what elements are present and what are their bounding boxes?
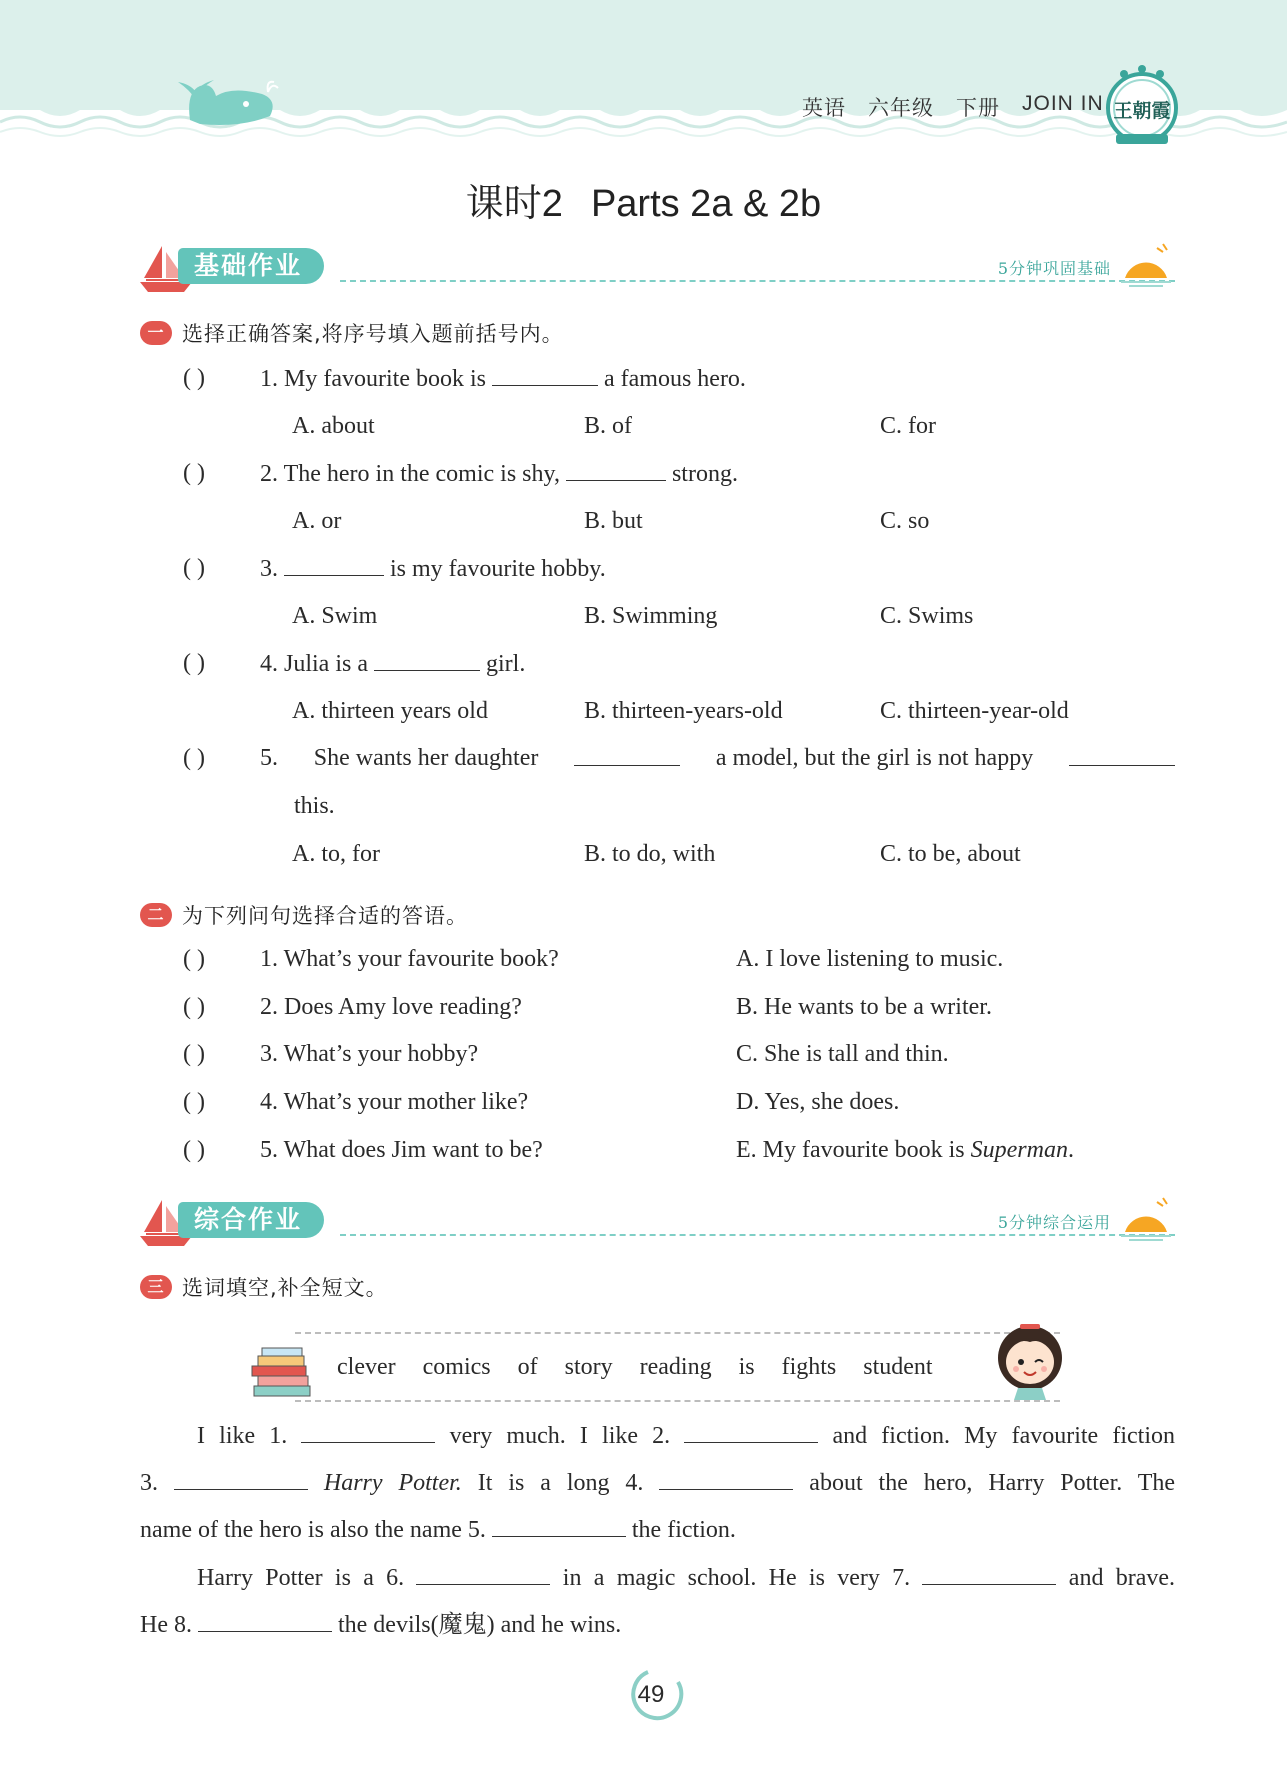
option-b[interactable]: B. but (584, 508, 643, 534)
question-text: Julia is a (284, 651, 368, 677)
match-question: 3. What’s your hobby? (260, 1041, 479, 1067)
question-number: 5. (260, 745, 278, 771)
option-b[interactable]: B. Swimming (584, 603, 718, 629)
answer-parentheses[interactable]: ( ) (183, 994, 205, 1020)
fill-blank[interactable] (284, 555, 384, 576)
option-a[interactable]: A. to, for (292, 841, 380, 867)
header-wave-band (0, 0, 1287, 150)
question-number: 3. (260, 556, 278, 582)
question-line (260, 555, 606, 583)
fill-blank-2[interactable] (684, 1422, 818, 1443)
question-line (260, 745, 1175, 772)
banner-divider (340, 280, 1175, 282)
section-title: 基础作业 (178, 248, 324, 284)
question-text: a famous hero. (603, 366, 746, 392)
option-b[interactable]: B. thirteen-years-old (584, 698, 783, 724)
lesson-label: 课时2 (465, 183, 563, 225)
fill-blank-8[interactable] (198, 1611, 332, 1632)
passage-text: very much. I like 2. (449, 1423, 671, 1449)
fill-blank-1[interactable] (301, 1422, 435, 1443)
word-item: is (738, 1354, 755, 1380)
fill-blank-6[interactable] (416, 1564, 550, 1585)
passage-text: about the hero, Harry Potter. The (809, 1470, 1176, 1496)
option-a[interactable]: A. thirteen years old (292, 698, 488, 724)
volume-label: 下册 (956, 97, 1000, 120)
match-answer: D. Yes, she does. (736, 1089, 900, 1115)
part2-instruction: 为下列问句选择合适的答语。 (182, 904, 468, 928)
answer-parentheses[interactable]: ( ) (183, 1089, 205, 1115)
answer-parentheses[interactable]: ( ) (183, 946, 205, 972)
option-a[interactable]: A. Swim (292, 603, 378, 629)
option-c[interactable]: C. thirteen-year-old (880, 698, 1069, 724)
section-title: 综合作业 (178, 1202, 324, 1238)
match-answer (736, 1137, 1074, 1164)
answer-parentheses[interactable]: ( ) (183, 1041, 205, 1067)
girl-cartoon-icon (990, 1320, 1070, 1400)
answer-book-title: Superman (970, 1137, 1068, 1163)
parts-label: Parts 2a & 2b (590, 183, 822, 225)
question-text: The hero in the comic is shy, (283, 461, 560, 487)
answer-parentheses[interactable]: ( ) (183, 650, 205, 676)
part1-badge: 一 (140, 321, 172, 345)
match-answer: C. She is tall and thin. (736, 1041, 949, 1067)
match-question: 4. What’s your mother like? (260, 1089, 529, 1115)
book-meta (802, 92, 1104, 122)
passage-text: 3. (140, 1470, 158, 1496)
fill-blank[interactable] (566, 460, 666, 481)
section-banner-basic (140, 242, 1175, 294)
word-item: clever (337, 1354, 396, 1380)
passage-text: He 8. (140, 1612, 192, 1638)
question-text: girl. (486, 651, 526, 677)
banner-divider (340, 1234, 1175, 1236)
fill-blank-3[interactable] (174, 1469, 308, 1490)
brand-name: 王朝霞 (1113, 100, 1171, 122)
question-text: My favourite book is (284, 366, 486, 392)
sunset-icon (1117, 1196, 1175, 1246)
option-b[interactable]: B. of (584, 413, 632, 439)
part3-instruction: 选词填空,补全短文。 (182, 1276, 388, 1300)
books-icon (248, 1346, 318, 1402)
passage-text: the devils(魔鬼) and he wins. (337, 1612, 622, 1638)
passage-text: name of the hero is also the name 5. (140, 1517, 486, 1543)
word-item: comics (422, 1354, 491, 1380)
question-number: 1. (260, 366, 278, 392)
word-item: of (517, 1354, 538, 1380)
passage-line-4 (140, 1555, 1175, 1602)
match-answer: A. I love listening to music. (736, 946, 1004, 972)
word-item: fights (781, 1354, 837, 1380)
part1-instruction: 选择正确答案,将序号填入题前括号内。 (182, 322, 564, 346)
question-text: a model, but the girl is not happy (715, 745, 1034, 771)
option-c[interactable]: C. for (880, 413, 936, 439)
part1-heading (140, 318, 564, 348)
answer-parentheses[interactable]: ( ) (183, 460, 205, 486)
grade-label: 六年级 (868, 97, 934, 120)
answer-text: E. My favourite book is (736, 1137, 965, 1163)
answer-parentheses[interactable]: ( ) (183, 745, 205, 771)
question-text: this. (294, 793, 335, 819)
answer-parentheses[interactable]: ( ) (183, 365, 205, 391)
question-text: strong. (671, 461, 738, 487)
question-line (260, 365, 746, 393)
question-line (260, 650, 525, 678)
question-number: 2. (260, 461, 278, 487)
passage-line-1 (140, 1413, 1175, 1460)
match-question: 2. Does Amy love reading? (260, 994, 522, 1020)
match-question: 5. What does Jim want to be? (260, 1137, 543, 1163)
part3-heading (140, 1272, 388, 1302)
fill-blank-5[interactable] (492, 1516, 626, 1537)
passage-text: and fiction. My favourite fiction (832, 1423, 1176, 1449)
question-number: 4. (260, 651, 278, 677)
passage-line-2 (140, 1460, 1175, 1507)
match-question: 1. What’s your favourite book? (260, 946, 559, 972)
page-number: 49 (637, 1681, 665, 1708)
section-note: 5分钟综合运用 (997, 1213, 1111, 1232)
word-item: student (863, 1354, 933, 1380)
passage-text: and brave. (1068, 1565, 1176, 1591)
word-item: reading (639, 1354, 712, 1380)
option-c[interactable]: C. Swims (880, 603, 974, 629)
part3-badge: 三 (140, 1275, 172, 1299)
answer-text: . (1067, 1137, 1074, 1163)
word-bank (337, 1354, 933, 1381)
fill-blank-4[interactable] (659, 1469, 793, 1490)
fill-blank[interactable] (492, 365, 598, 386)
page-title (0, 172, 1287, 227)
part2-heading (140, 900, 468, 930)
passage-line-3 (140, 1507, 1175, 1554)
option-c[interactable]: C. so (880, 508, 930, 534)
question-text: is my favourite hobby. (390, 556, 606, 582)
section-banner-comprehensive (140, 1196, 1175, 1248)
fill-blank-7[interactable] (922, 1564, 1056, 1585)
section-note: 5分钟巩固基础 (997, 259, 1111, 278)
passage-text: I like 1. (197, 1423, 288, 1449)
passage-line-5 (140, 1602, 1175, 1649)
answer-parentheses[interactable]: ( ) (183, 1137, 205, 1163)
subject-label: 英语 (802, 97, 846, 120)
fill-blank[interactable] (574, 745, 680, 766)
answer-parentheses[interactable]: ( ) (183, 555, 205, 581)
passage-text: Harry Potter is a 6. (197, 1565, 405, 1591)
match-answer: B. He wants to be a writer. (736, 994, 992, 1020)
question-text: She wants her daughter (313, 745, 539, 771)
part2-badge: 二 (140, 903, 172, 927)
option-c[interactable]: C. to be, about (880, 841, 1021, 867)
option-a[interactable]: A. about (292, 413, 375, 439)
option-a[interactable]: A. or (292, 508, 342, 534)
option-b[interactable]: B. to do, with (584, 841, 716, 867)
word-item: story (564, 1354, 613, 1380)
passage-text: It is a long 4. (477, 1470, 644, 1496)
question-line (260, 460, 738, 488)
book-title: Harry Potter. (323, 1470, 462, 1496)
fill-blank[interactable] (1069, 745, 1175, 766)
sunset-icon (1117, 242, 1175, 292)
brand-seal (1102, 62, 1182, 148)
passage-text: in a magic school. He is very 7. (562, 1565, 911, 1591)
passage-text: the fiction. (631, 1517, 736, 1543)
fill-blank[interactable] (374, 650, 480, 671)
edition-label: JOIN IN (1022, 92, 1104, 115)
